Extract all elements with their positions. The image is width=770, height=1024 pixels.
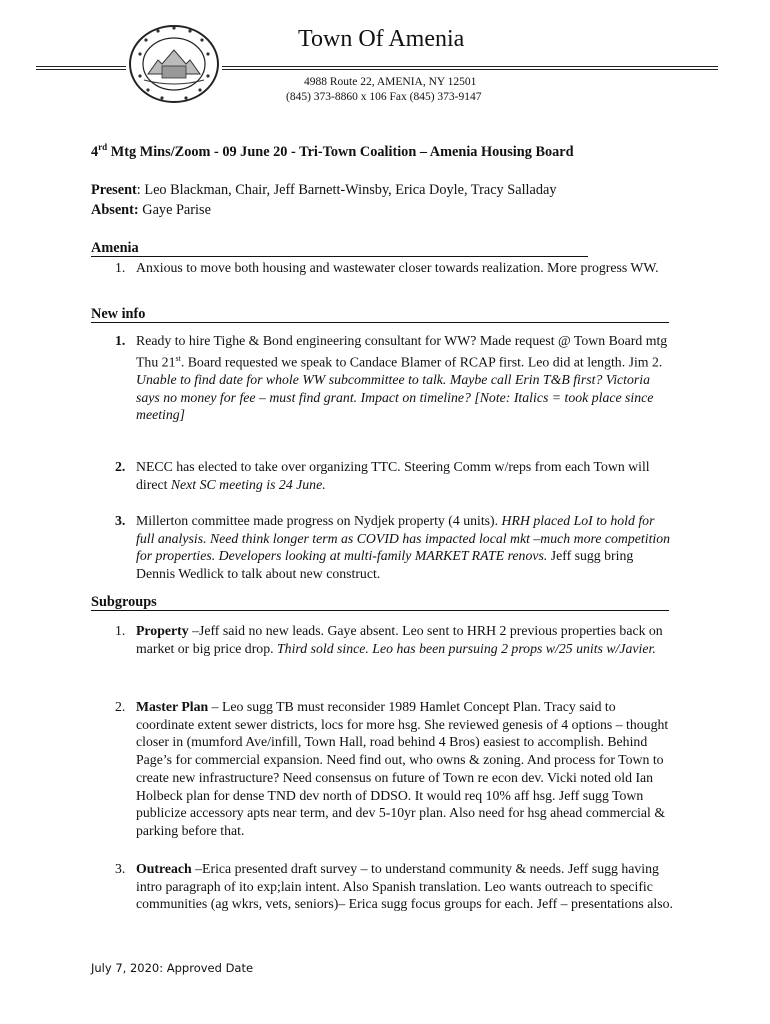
town-phone: (845) 373-8860 x 106 Fax (845) 373-9147 bbox=[286, 91, 482, 103]
section-heading-amenia: Amenia bbox=[91, 240, 588, 257]
list-item bbox=[115, 332, 675, 424]
item-text: – Leo sugg TB must reconsider 1989 Hamlet Concept Plan. Tracy said to coordinate extent sewer districts, locs for more hsg. She reviewed genesis of 4 options – thought closer in (mumford Ave/infill, Town Hall, road behind 4 Bros) easiest to accomplish. Behind Page’s for commercial expansion. Need find out, who owns & zoning. And process for Town to create new infrastructure? Need consensus on future of Town re econ dev. Vicki noted old Ian Holbeck plan for dense TND dev north of DDSO. It would req 10% aff hsg. Jeff sugg Town publicize accessory apts near term, and dev 5-10yr plan. Also need for hsg ahead commercial & parking before that. bbox=[136, 699, 669, 838]
town-address-block bbox=[286, 75, 482, 105]
subgroup-title: Outreach bbox=[136, 861, 192, 876]
list-item bbox=[115, 512, 675, 583]
header-rule-right bbox=[222, 66, 718, 70]
item-italic-note: Next SC meeting is 24 June. bbox=[170, 476, 326, 492]
item-body bbox=[136, 332, 675, 424]
item-number: 3. bbox=[115, 513, 126, 528]
item-body bbox=[136, 860, 675, 913]
attendance-block bbox=[91, 180, 557, 220]
subgroup-title: Property bbox=[136, 623, 189, 638]
item-sup: st bbox=[175, 353, 181, 363]
item-italic-note: Unable to find date for whole WW subcommittee to talk. Maybe call Erin T&B first? Victoria says no money for fee – must find grant. Impact on timeline? [Note: Italics = took place since meeting] bbox=[136, 372, 654, 423]
list-item bbox=[115, 860, 675, 913]
item-number: 2. bbox=[115, 459, 126, 474]
list-item bbox=[115, 458, 675, 493]
meeting-ordinal: 4 bbox=[91, 143, 99, 160]
item-body bbox=[136, 458, 675, 493]
item-body bbox=[136, 622, 675, 657]
absent-label: Absent: bbox=[91, 202, 139, 218]
item-text: Millerton committee made progress on Nydjek property (4 units). bbox=[136, 513, 502, 528]
item-number: 2. bbox=[115, 699, 126, 714]
item-number: 1. bbox=[115, 260, 126, 275]
present-line bbox=[91, 180, 557, 200]
section-heading-subgroups: Subgroups bbox=[91, 594, 669, 611]
absent-line bbox=[91, 200, 557, 220]
meeting-ordinal-suffix: rd bbox=[98, 142, 108, 152]
list-item bbox=[115, 622, 675, 657]
present-label: Present bbox=[91, 182, 137, 198]
item-text: . Board requested we speak to Candace Blamer of RCAP first. Leo did at length. Jim 2. bbox=[180, 354, 663, 370]
list-item bbox=[115, 259, 675, 277]
item-text: –Erica presented draft survey – to understand community & needs. Jeff sugg having intro paragraph of ito exp;lain intent. Also Spanish translation. Leo wants outreach to specific communities (ag wkrs, vets, seniors)– Erica sugg focus groups for each. Jeff – presentations also. bbox=[136, 861, 673, 912]
town-seal-logo bbox=[128, 24, 220, 104]
header-rule-left bbox=[36, 66, 126, 70]
item-text: Ready to hire Tighe & Bond engineering consultant for WW? Made request @ Town Board mtg Thu 21 bbox=[136, 333, 668, 370]
footer-approved-date: July 7, 2020: Approved Date bbox=[91, 961, 254, 975]
item-text: –Jeff said no new leads. Gaye absent. Leo sent to HRH 2 previous properties back on market or big price drop. bbox=[136, 623, 663, 656]
item-number: 1. bbox=[115, 333, 126, 348]
list-item bbox=[115, 698, 675, 840]
item-body bbox=[136, 512, 675, 583]
item-text: Anxious to move both housing and wastewater closer towards realization. More progress WW. bbox=[136, 260, 659, 275]
absent-names: Gaye Parise bbox=[138, 202, 211, 218]
meeting-heading bbox=[91, 142, 574, 161]
present-names: : Leo Blackman, Chair, Jeff Barnett-Winsby, Erica Doyle, Tracy Salladay bbox=[136, 182, 557, 198]
item-italic-note: HRH placed LoI to hold for full analysis. Need think longer term as COVID has impacted local mkt –much more competition for properties. Developers looking at multi-family MARKET RATE renovs. bbox=[136, 513, 671, 564]
item-italic-note: Third sold since. Leo has been pursuing 2 props w/25 units w/Javier. bbox=[277, 640, 656, 656]
meeting-title: Mtg Mins/Zoom - 09 June 20 - Tri-Town Coalition – Amenia Housing Board bbox=[107, 143, 574, 160]
town-title: Town Of Amenia bbox=[298, 26, 465, 52]
item-text: Jeff sugg bring Dennis Wedlick to talk about new construct. bbox=[136, 548, 634, 582]
item-body bbox=[136, 698, 675, 840]
item-text: NECC has elected to take over organizing TTC. Steering Comm w/reps from each Town will direct bbox=[136, 459, 650, 492]
subgroup-title: Master Plan bbox=[136, 699, 209, 714]
section-heading-new-info: New info bbox=[91, 306, 669, 323]
town-address: 4988 Route 22, AMENIA, NY 12501 bbox=[304, 76, 477, 88]
item-number: 3. bbox=[115, 861, 126, 876]
item-number: 1. bbox=[115, 623, 126, 638]
